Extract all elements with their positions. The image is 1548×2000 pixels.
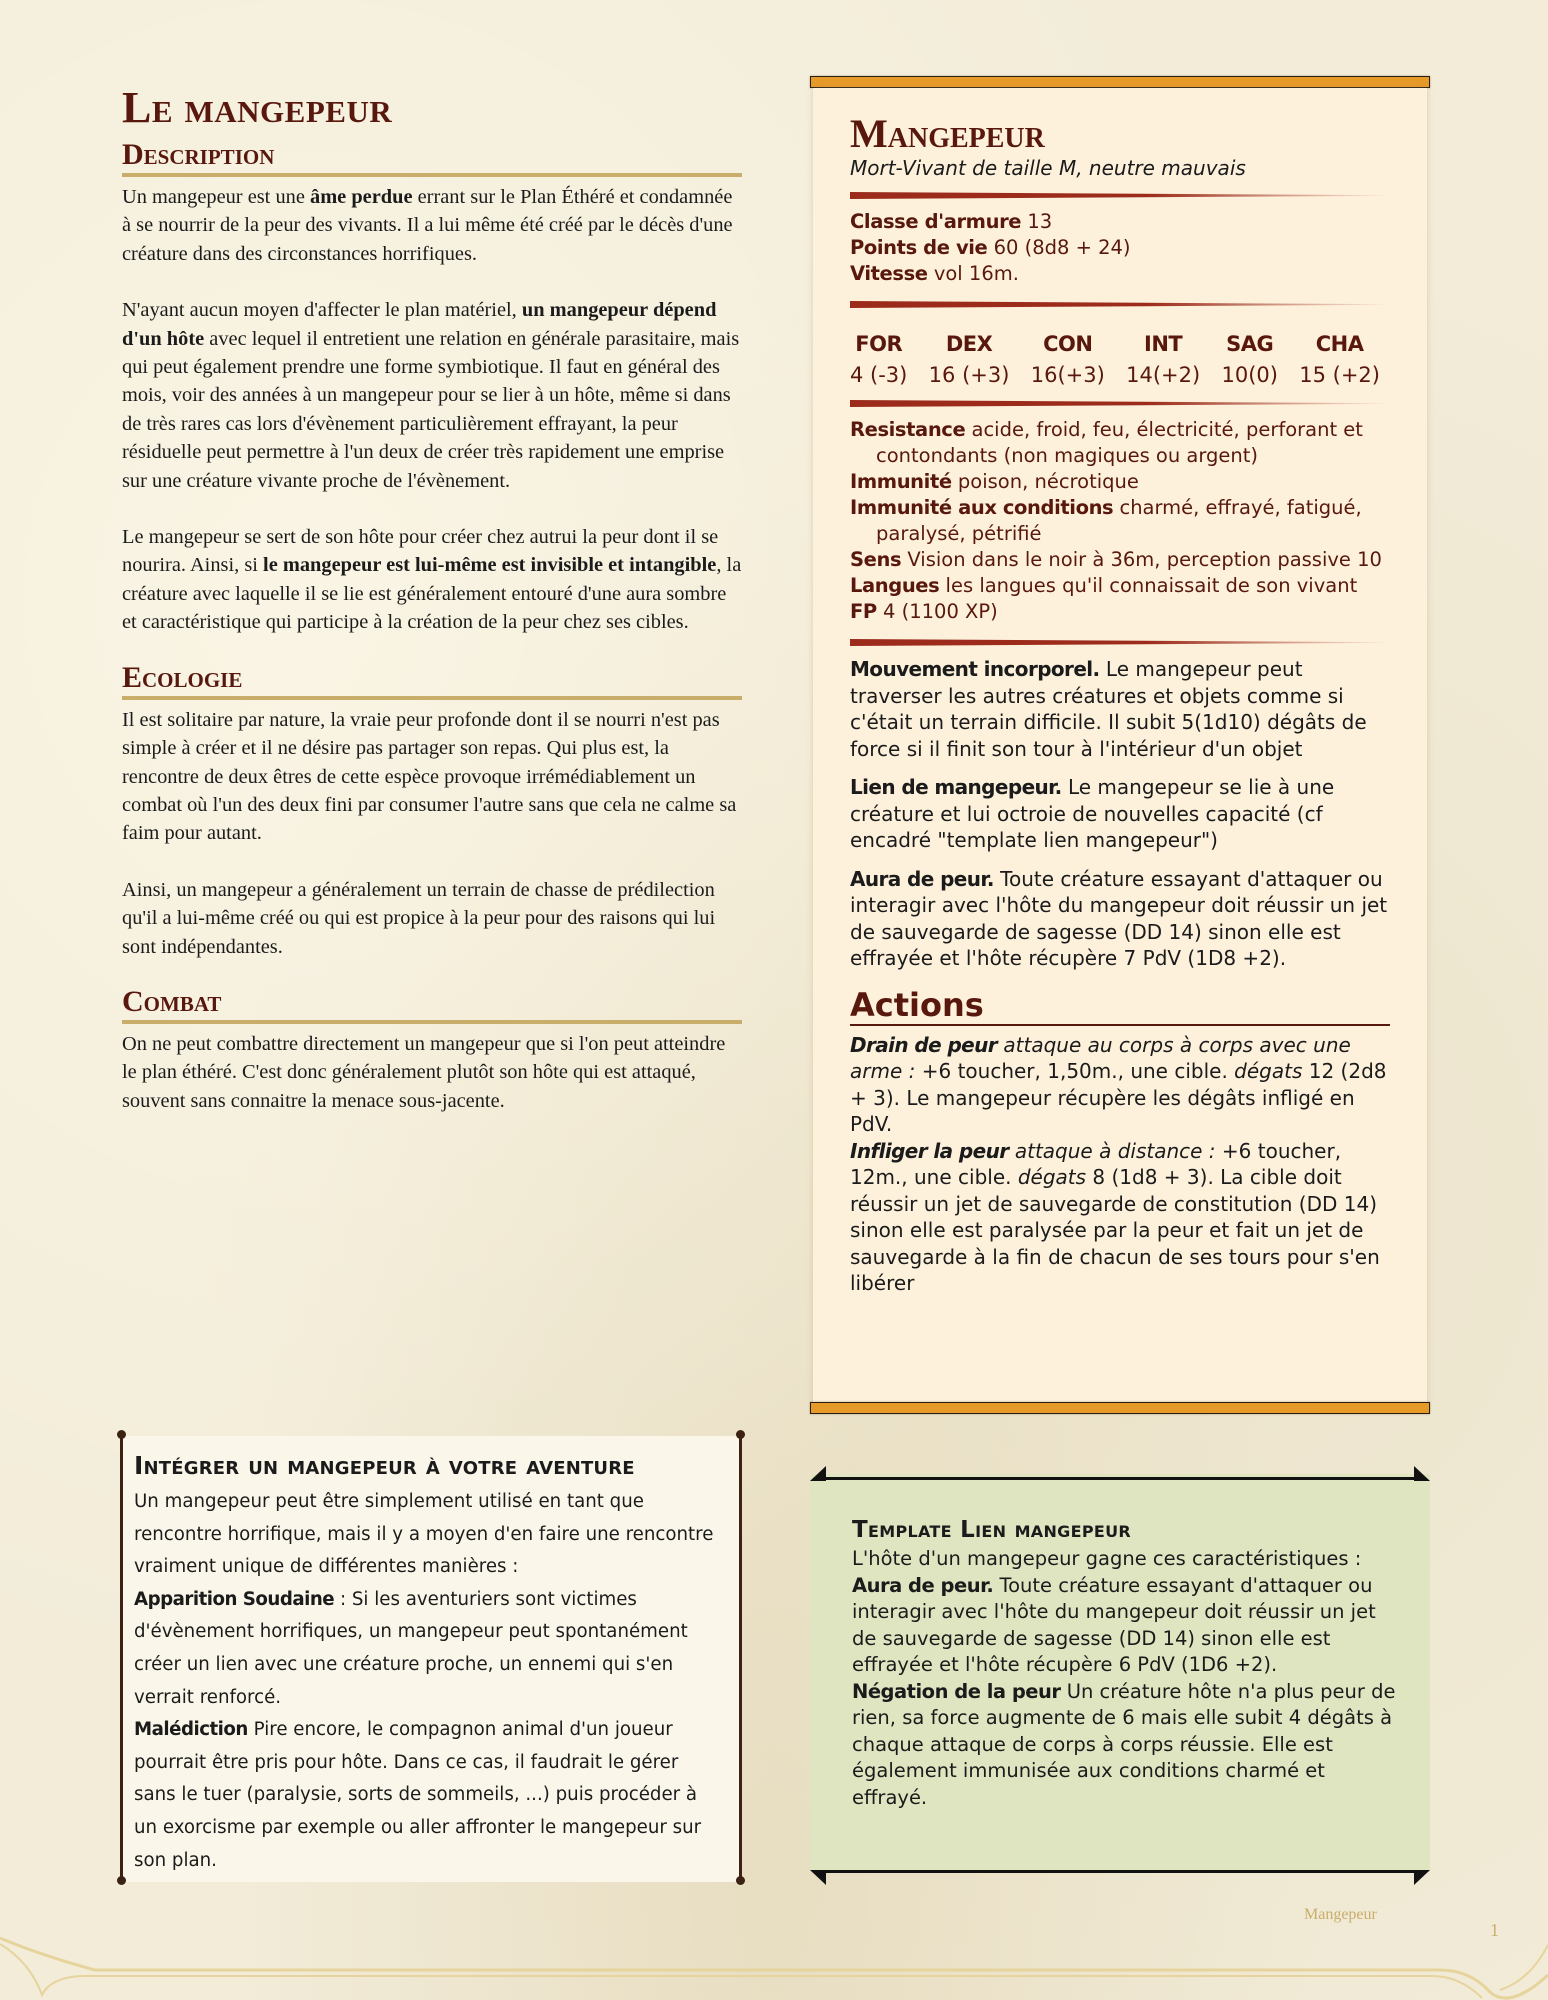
property-label: Immunité [850,470,952,493]
divider [850,639,1390,646]
text-run: Ainsi, un mangepeur a généralement un terrain de chasse de prédilection qu'il a lui-même créé ou qui est propice à la peur pour des raisons qui lui sont indépendantes. [122,878,716,958]
page-title: Le mangepeur [122,83,393,132]
note-item-label: Apparition Soudaine [134,1588,335,1610]
ability-int [1126,330,1200,392]
left-sections [122,138,742,1115]
note-items [134,1584,724,1877]
section-heading: Combat [122,985,742,1024]
ability-name: CHA [1315,332,1364,356]
template-box [810,1466,1432,1886]
speed-label: Vitesse [850,262,928,285]
action-italic-text: attaque à distance : [1008,1138,1216,1163]
stat-block [810,76,1430,1416]
template-bottom-rule [824,1870,1416,1873]
property-value: les langues qu'il connaissait de son vivant [945,574,1358,597]
property [850,495,1390,547]
paragraph [122,523,742,637]
template-corner-tip [1414,1870,1430,1885]
property-value: poison, nécrotique [957,470,1139,493]
paragraph [122,706,742,848]
section-heading: Ecologie [122,661,742,700]
template-item [852,1679,1402,1812]
trait-label: Mouvement incorporel. [850,657,1100,681]
paragraph [122,296,742,495]
divider [850,301,1390,308]
note-title: Intégrer un mangepeur à votre aventure [134,1451,635,1480]
page-number: 1 [1490,1920,1499,1940]
note-corner-dot [117,1876,126,1885]
stat-block-content [850,112,1390,1297]
text-run: N'ayant aucun moyen d'affecter le plan matériel, [122,299,522,322]
action-text: 8 (1d8 + 3). La cible doit réussir un jet de sauvegarde de constitution (DD 14) sinon elle est paralysée par la peur et fait un jet de sauvegarde à la fin de chacun de ses tours pour s'en libérer [850,1165,1380,1295]
template-content [852,1516,1402,1811]
ability-for [850,330,907,392]
note-item [134,1714,724,1877]
divider [850,192,1390,199]
note-item-text: Pire encore, le compagnon animal d'un joueur pourrait être pris pour hôte. Dans ce cas, il faudrait le gérer sans le tuer (paralysie, sorts de sommeils, ...) puis procéder à un exorcisme par exemple ou aller affronter le mangepeur sur son plan. [134,1719,702,1871]
note-corner-dot [736,1876,745,1885]
note-corner-dot [736,1430,745,1439]
speed [850,261,1390,287]
text-run: avec lequel il entretient une relation en générale parasitaire, mais qui peut également prendre une forme symbiotique. Il faut en général des mois, voir des années à un mangepeur pour se lier à un hôte, même si dans de très rares cas lors d'évènement particulièrement effrayant, la peur résiduelle peut permettre à l'un deux de créer très rapidement une emprise sur une créature vivante proche de l'évènement. [122,327,740,492]
armor-class-label: Classe d'armure [850,210,1022,233]
text-run: Le mangepeur se sert de son hôte pour créer chez autrui la peur dont il se nourira. Ainsi, si [122,526,719,577]
property-value: 4 (1100 XP) [883,600,998,623]
property-label: Resistance [850,418,966,441]
text-run: Un mangepeur est une [122,186,310,208]
trait-value: Toute créature essayant d'attaquer ou interagir avec l'hôte du mangepeur doit réussir un jet de sauvegarde de sagesse (DD 14) sinon elle est effrayée et l'hôte récupère 7 PdV (1D8 +2). [850,866,1388,970]
trait-label: Lien de mangepeur. [850,775,1062,799]
section-body [122,706,742,961]
trait-gap [850,762,1390,774]
ability-sag [1221,330,1277,392]
armor-class [850,209,1390,235]
section-body [122,1030,742,1115]
actions-heading: Actions [850,986,1390,1026]
template-corner-tip [810,1870,826,1885]
section-heading: Description [122,138,742,177]
paragraph-gap [122,848,742,876]
ability-dex [929,330,1010,392]
template-intro: L'hôte d'un mangepeur gagne ces caractéristiques : [852,1547,1362,1570]
hit-points [850,235,1390,261]
bold-text: âme perdue [310,186,413,208]
text-run: On ne peut combattre directement un mangepeur que si l'on peut atteindre le plan éthéré. C'est donc généralement plutôt son hôte qui est attaqué, souvent sans connaitre la menace sous-jacente. [122,1032,726,1112]
ability-value: 4 (-3) [850,363,908,387]
stat-block-top-bar [810,76,1430,88]
note-item-text: : Si les aventuriers sont victimes d'évènement horrifiques, un mangepeur peut spontanément créer un lien avec une créature proche, un ennemi qui s'en verrait renforcé. [134,1588,688,1708]
action-name: Infliger la peur [850,1138,1009,1163]
section-body [122,183,742,637]
ability-name: DEX [945,332,993,356]
adventure-note-box [120,1432,742,1884]
action-italic-text: dégats [1017,1165,1087,1189]
speed-value: vol 16m. [933,262,1019,285]
ability-value: 14(+2) [1126,363,1201,387]
property-value: Vision dans le noir à 36m, perception passive 10 [907,548,1382,571]
template-corner-tip [1414,1466,1430,1481]
note-item [134,1584,724,1714]
ability-cha [1299,330,1380,392]
hit-points-value: 60 (8d8 + 24) [993,236,1131,259]
property-label: Immunité aux conditions [850,496,1114,519]
property-value: charmé, effrayé, fatigué, paralysé, pétrifié [876,496,1362,545]
note-left-rule [120,1434,123,1882]
ability-value: 15 (+2) [1299,363,1380,387]
ability-name: INT [1144,332,1183,356]
template-top-rule [824,1477,1416,1480]
ability-con [1031,330,1105,392]
actions-list [850,1032,1390,1297]
divider [850,400,1390,407]
template-item-label: Négation de la peur [852,1679,1061,1703]
property [850,417,1390,469]
section-spacer [122,637,742,655]
text-run: , la créature avec laquelle il se lie est généralement entouré d'une aura sombre et caractéristique qui participe à la création de la peur chez ses cibles. [122,554,742,634]
action-text: +6 toucher, 12m., une cible. [850,1138,1342,1189]
action-text: 12 (2d8 + 3). Le mangepeur récupère les dégâts infligé en PdV. [850,1059,1387,1136]
property [850,599,1390,625]
action [850,1138,1390,1297]
property-label: FP [850,600,877,623]
ability-scores [850,330,1380,392]
left-column [122,84,742,1115]
creature-type: Mort-Vivant de taille M, neutre mauvais [850,156,1246,180]
creature-name: Mangepeur [850,111,1045,156]
note-intro: Un mangepeur peut être simplement utilisé en tant que rencontre horrifique, mais il y a moyen d'en faire une rencontre vraiment unique de différentes manières : [134,1491,714,1578]
armor-class-value: 13 [1027,210,1053,233]
ability-value: 10(0) [1221,363,1278,387]
text-run: Il est solitaire par nature, la vraie peur profonde dont il se nourri n'est pas simple à créer et il ne désire pas partager son repas. Qui plus est, la rencontre de deux êtres de cette espèce provoque irrémédiablement un combat où l'un des deux fini par consumer l'autre sans que cela ne calme sa faim pour autant. [122,708,737,845]
bold-text: le mangepeur est lui-même est invisible et intangible [263,554,717,577]
trait [850,866,1390,972]
paragraph [122,1030,742,1115]
template-item-text: Un créature hôte n'a plus peur de rien, sa force augmente de 6 mais elle subit 4 dégâts à chaque attaque de corps à corps réussie. Elle est également immunisée aux conditions charmé et effrayé. [852,1679,1396,1809]
template-item-label: Aura de peur. [852,1573,994,1597]
property [850,469,1390,495]
section-spacer [122,961,742,979]
creature-properties [850,417,1390,625]
bold-text: un mangepeur dépend d'un hôte [122,299,717,350]
template-item-text: Toute créature essayant d'attaquer ou interagir avec l'hôte du mangepeur doit réussir un jet de sauvegarde de sagesse (DD 14) sinon elle est effrayée et l'hôte récupère 6 PdV (1D6 +2). [852,1573,1376,1676]
paragraph-gap [122,268,742,296]
paragraph [122,183,742,268]
property [850,547,1390,573]
property-label: Sens [850,548,902,571]
property-label: Langues [850,574,940,597]
trait-value: Le mangepeur peut traverser les autres créatures et objets comme si c'était un terrain difficile. Il subit 5(1d10) dégâts de force si il finit son tour à l'intérieur d'un objet [850,657,1367,761]
stat-block-bottom-bar [810,1402,1430,1414]
trait-gap [850,854,1390,866]
property-value: acide, froid, feu, électricité, perforant et contondants (non magiques ou argent) [876,418,1363,467]
trait-value: Le mangepeur se lie à une créature et lui octroie de nouvelles capacité (cf encadré "template lien mangepeur") [850,775,1335,852]
action-name: Drain de peur [850,1032,998,1057]
ability-value: 16 (+3) [928,363,1010,387]
note-content [134,1450,724,1877]
ability-value: 16(+3) [1030,363,1105,387]
action-text: +6 toucher, 1,50m., une cible. [915,1059,1235,1083]
template-item [852,1573,1402,1679]
template-items [852,1573,1402,1812]
trait-label: Aura de peur. [850,866,994,891]
trait [850,774,1390,854]
footer-label: Mangepeur [1304,1906,1377,1923]
note-corner-dot [117,1430,126,1439]
paragraph [122,876,742,961]
ability-name: CON [1043,332,1093,356]
property [850,573,1390,599]
action [850,1032,1390,1138]
template-title: Template Lien mangepeur [852,1517,1132,1543]
hit-points-label: Points de vie [850,236,988,259]
paragraph-gap [122,495,742,523]
note-right-rule [739,1434,742,1882]
ability-name: SAG [1226,332,1274,356]
creature-traits [850,656,1390,972]
template-corner-tip [810,1466,826,1481]
text-run: errant sur le Plan Éthéré et condamnée à se nourrir de la peur des vivants. Il a lui même été créé par le décès d'une créature dans des circonstances horrifiques. [122,186,733,265]
action-italic-text: dégats [1234,1059,1303,1083]
ability-name: FOR [855,332,903,356]
action-italic-text: attaque au corps à corps avec une arme : [850,1032,1351,1083]
note-item-label: Malédiction [134,1719,248,1741]
trait [850,656,1390,762]
